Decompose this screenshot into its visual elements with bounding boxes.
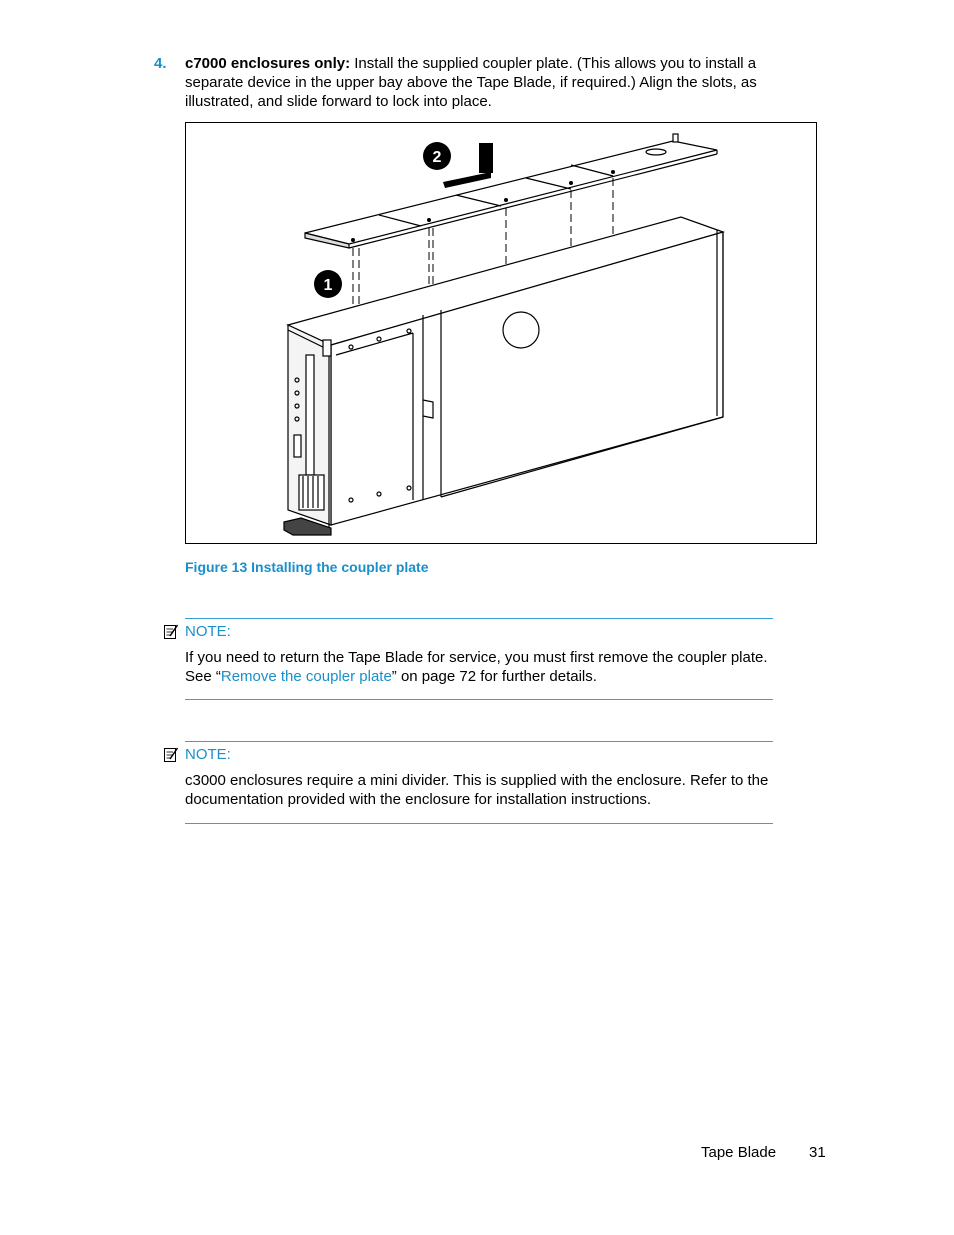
callout-1-label: 1 (323, 277, 333, 294)
figure-coupler-plate (185, 122, 817, 544)
step-bold-lead: c7000 enclosures only: (185, 55, 351, 72)
note-icon (163, 747, 179, 763)
footer-page-number: 31 (809, 1144, 826, 1161)
note-body: c3000 enclosures require a mini divider. This is supplied with the enclosure. Refer to the documentation provided with the enclosure for installation instructions. (185, 772, 769, 808)
coupler-plate-illustration (186, 123, 816, 543)
step-4 (154, 54, 814, 111)
callout-2-label: 2 (432, 149, 442, 166)
note-body (185, 648, 773, 686)
slide-arrow-icon (443, 143, 493, 188)
note-text-after: ” on page 72 for further details. (391, 668, 597, 685)
tape-blade (284, 217, 723, 535)
note-text-before: If you need to return the Tape Blade for service, you must first remove the coupler plate. See “ (185, 649, 768, 685)
note-label: NOTE: (185, 746, 231, 763)
figure-caption: Figure 13 Installing the coupler plate (185, 559, 429, 575)
footer-section: Tape Blade (701, 1144, 777, 1161)
remove-coupler-plate-link[interactable]: Remove the coupler plate (220, 668, 392, 685)
note-icon (163, 624, 179, 640)
note-label: NOTE: (185, 623, 231, 640)
step-text (185, 54, 814, 111)
note-mini-divider (185, 741, 773, 824)
step-instruction: Install the supplied coupler plate. (This allows you to install a separate device in the upper bay above the Tape Blade, if required.) Align the slots, as illustrated, and slide forward to lock into place. (185, 55, 757, 110)
note-coupler-removal (185, 618, 773, 700)
callout-2 (423, 142, 451, 170)
step-number: 4. (154, 55, 167, 72)
callout-1 (314, 270, 342, 298)
